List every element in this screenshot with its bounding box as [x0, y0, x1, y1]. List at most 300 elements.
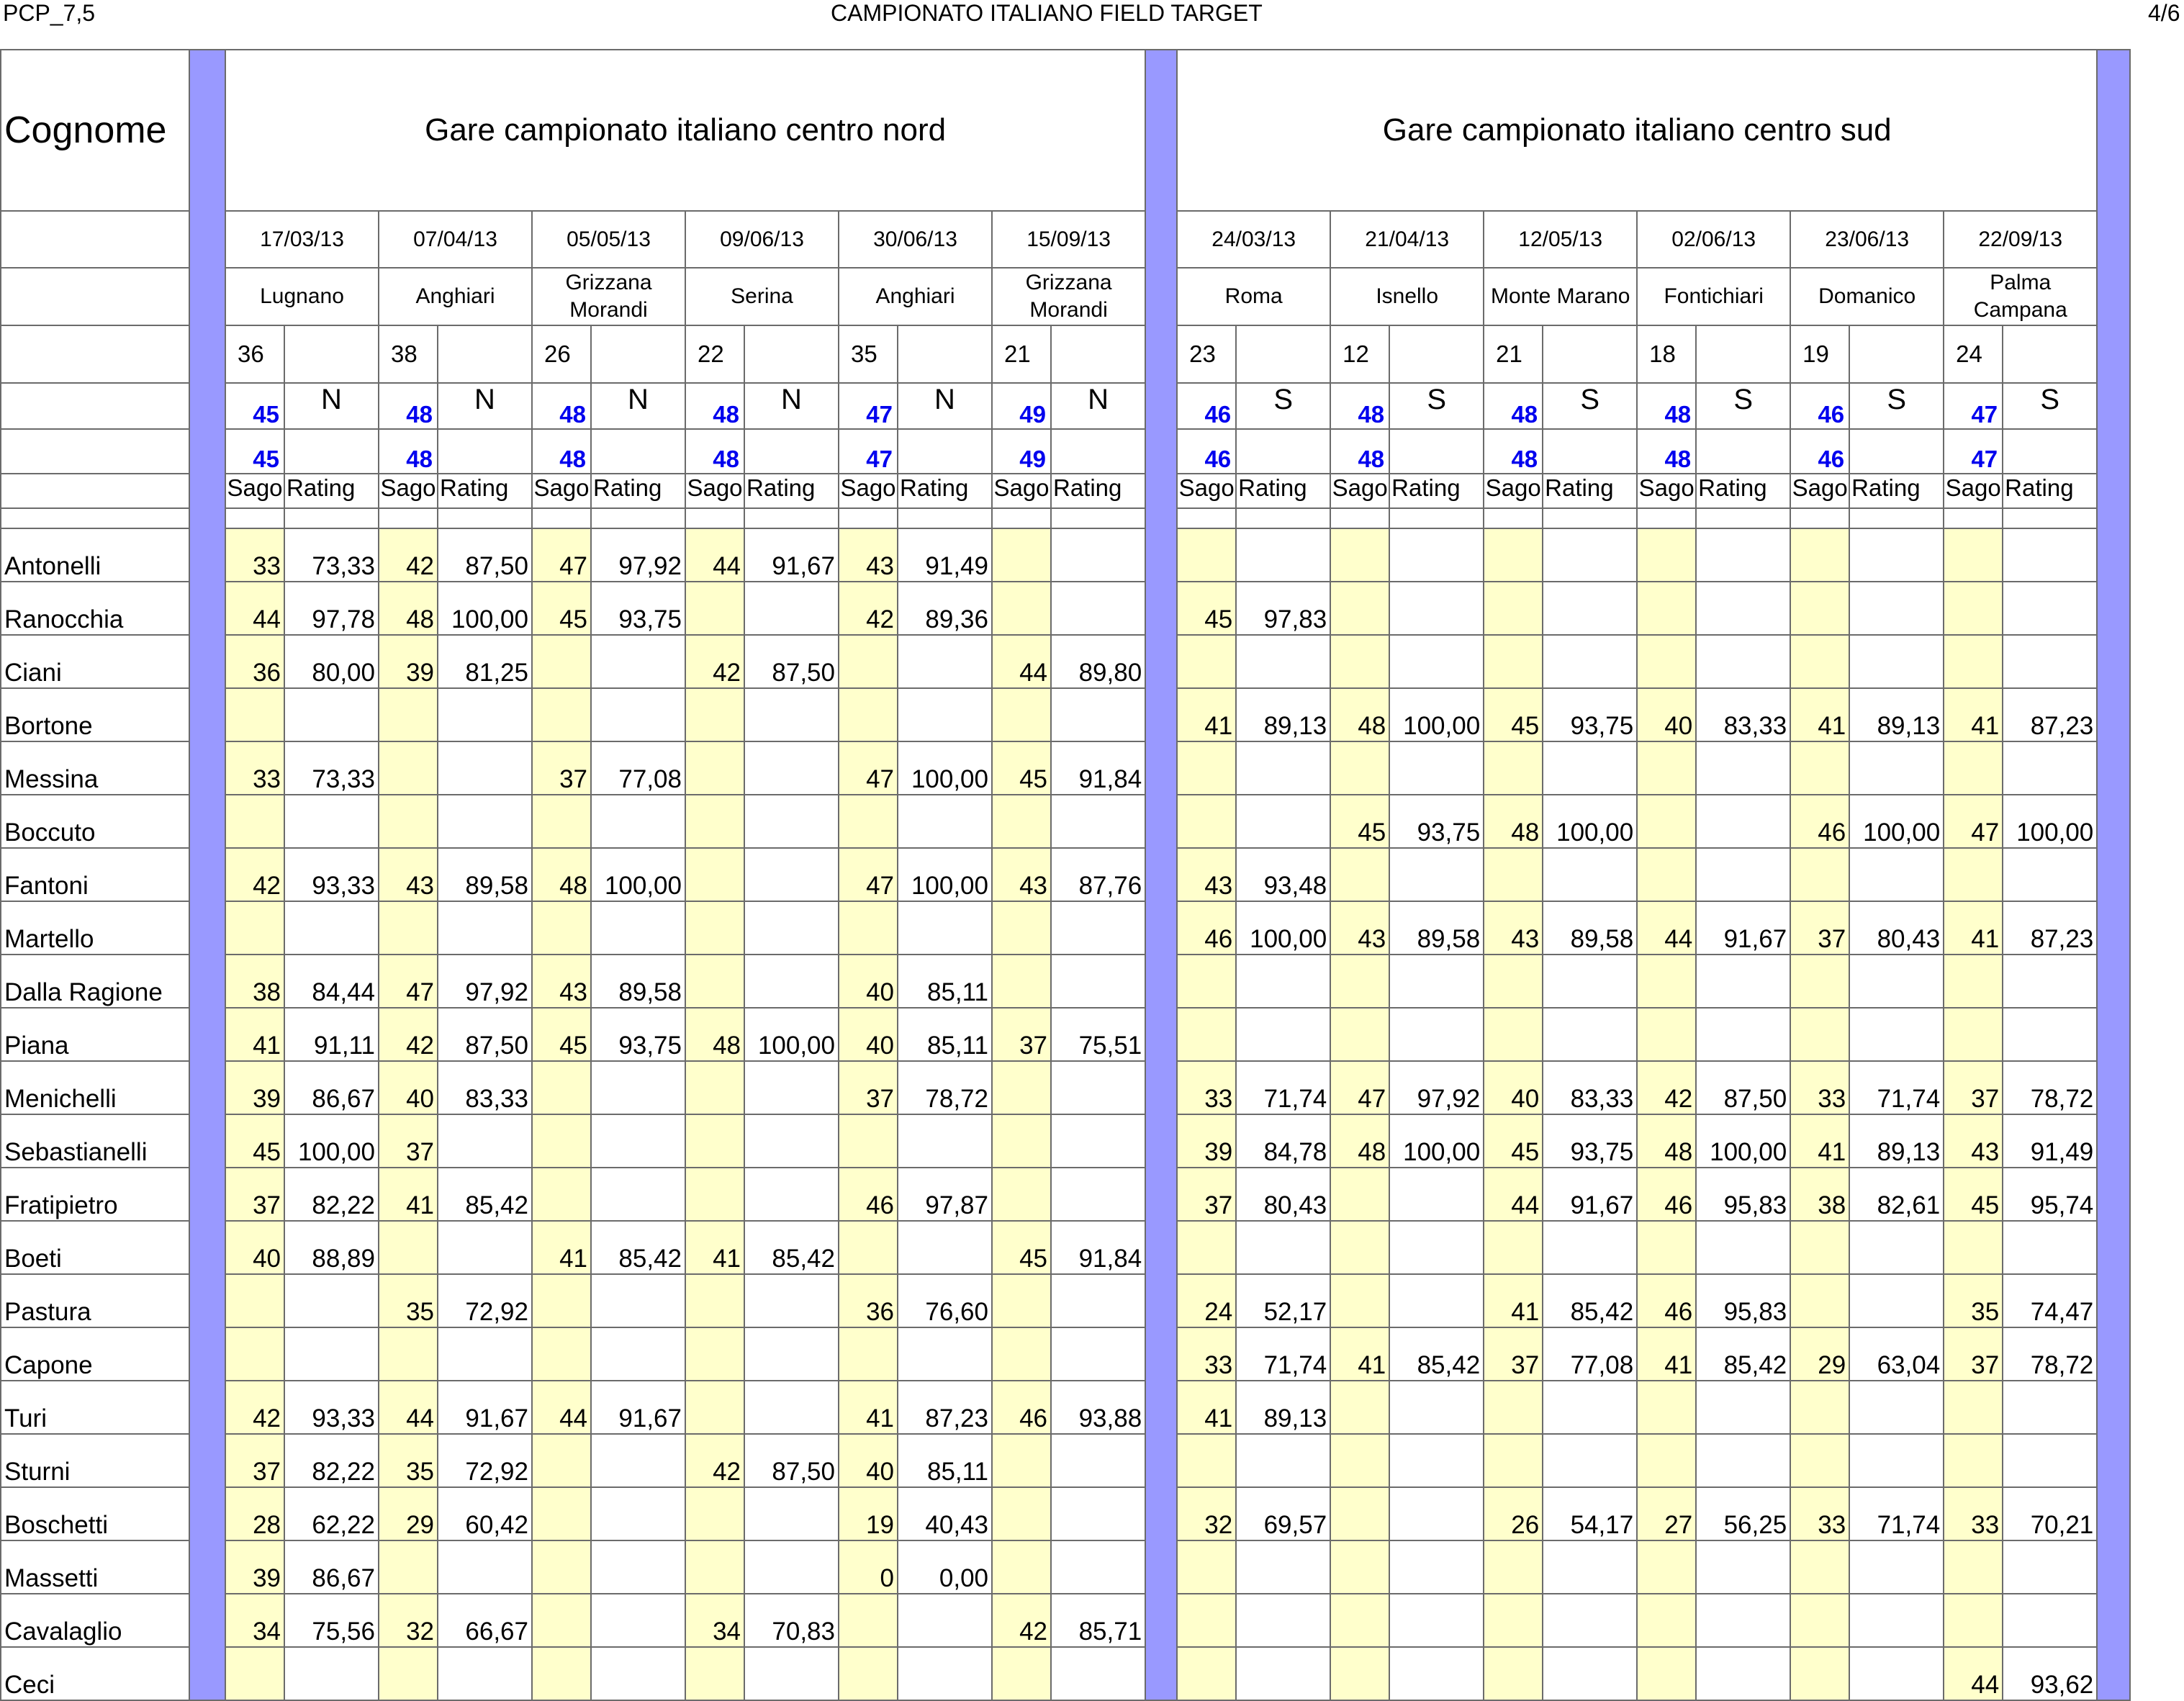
empty-cell	[591, 325, 685, 383]
rating-value	[1051, 1061, 1145, 1114]
sago-score	[992, 1647, 1051, 1700]
athlete-name: Ceci	[1, 1647, 189, 1700]
rating-value	[591, 1487, 685, 1540]
rating-value	[591, 1434, 685, 1487]
sago-score: 47	[1944, 795, 2003, 848]
empty-cell	[1790, 508, 1849, 528]
rating-value: 89,13	[1849, 1114, 1944, 1168]
sago-score	[379, 1647, 438, 1700]
rating-value	[284, 795, 379, 848]
results-table	[0, 49, 2131, 1701]
athlete-name: Piana	[1, 1008, 189, 1061]
sago-score	[532, 901, 591, 955]
event-zone: S	[1389, 383, 1484, 429]
rating-value	[1389, 1008, 1484, 1061]
rating-label: Rating	[1051, 474, 1145, 508]
rating-value	[1696, 1647, 1790, 1700]
rating-value	[1051, 1274, 1145, 1327]
sago-score	[1330, 528, 1389, 582]
sago-score	[1944, 955, 2003, 1008]
empty-cell	[1849, 429, 1944, 474]
rating-value	[1236, 1594, 1330, 1647]
sago-score	[1330, 1221, 1389, 1274]
sago-score	[1484, 1008, 1543, 1061]
empty-cell	[1051, 508, 1145, 528]
empty-cell	[1330, 508, 1389, 528]
sago-label: Sago	[225, 474, 284, 508]
rating-value	[1389, 582, 1484, 635]
sago-score	[532, 635, 591, 688]
sago-score	[225, 795, 284, 848]
sago-score	[1637, 1221, 1696, 1274]
sago-score	[1330, 635, 1389, 688]
rating-value: 86,67	[284, 1540, 379, 1594]
sago-score: 41	[1330, 1327, 1389, 1381]
empty-cell	[284, 508, 379, 528]
rating-value	[1696, 795, 1790, 848]
sago-score	[1177, 1647, 1236, 1700]
sago-score	[1330, 955, 1389, 1008]
sago-score: 33	[1177, 1061, 1236, 1114]
rating-value	[438, 688, 532, 741]
sago-score	[1330, 1647, 1389, 1700]
sago-score: 47	[379, 955, 438, 1008]
rating-value	[1236, 1647, 1330, 1700]
rating-value	[898, 901, 992, 955]
sago-score	[839, 1327, 898, 1381]
sago-score	[685, 1327, 744, 1381]
sago-score: 0	[839, 1540, 898, 1594]
sago-score: 38	[225, 955, 284, 1008]
rating-value	[1696, 741, 1790, 795]
rating-value: 76,60	[898, 1274, 992, 1327]
rating-value: 69,57	[1236, 1487, 1330, 1540]
sago-score	[1330, 848, 1389, 901]
event-place: Grizzana Morandi	[992, 268, 1145, 325]
rating-value	[1389, 1594, 1484, 1647]
nord-title: Gare campionato italiano centro nord	[225, 50, 1145, 211]
rating-value	[284, 901, 379, 955]
event-count: 35	[839, 325, 898, 383]
sago-score: 33	[1944, 1487, 2003, 1540]
empty-cell	[898, 508, 992, 528]
rating-value: 95,83	[1696, 1274, 1790, 1327]
sago-score: 41	[1944, 688, 2003, 741]
table-row	[1, 1381, 2130, 1434]
event-zone: S	[1543, 383, 1637, 429]
table-row	[1, 582, 2130, 635]
event-max: 48	[1484, 383, 1543, 429]
sago-label: Sago	[1177, 474, 1236, 508]
sago-score	[1637, 1381, 1696, 1434]
rating-value: 93,75	[591, 582, 685, 635]
rating-label: Rating	[744, 474, 839, 508]
rating-value	[1236, 741, 1330, 795]
rating-value	[1389, 1434, 1484, 1487]
sago-score	[1944, 635, 2003, 688]
rating-label: Rating	[1236, 474, 1330, 508]
sago-score: 43	[532, 955, 591, 1008]
sago-score	[1637, 635, 1696, 688]
rating-label: Rating	[2003, 474, 2097, 508]
event-date: 17/03/13	[225, 211, 379, 268]
sago-score	[1484, 635, 1543, 688]
sago-score	[225, 901, 284, 955]
rating-value	[438, 1327, 532, 1381]
separator-middle	[1145, 50, 1177, 1700]
sago-score: 43	[1177, 848, 1236, 901]
rating-value: 91,84	[1051, 1221, 1145, 1274]
rating-value: 85,42	[1543, 1274, 1637, 1327]
sago-label: Sago	[839, 474, 898, 508]
sago-score	[1177, 955, 1236, 1008]
rating-value	[744, 1381, 839, 1434]
event-zone: N	[1051, 383, 1145, 429]
sago-score	[992, 1327, 1051, 1381]
sago-score: 33	[1177, 1327, 1236, 1381]
rating-value	[1051, 688, 1145, 741]
sago-score	[1330, 1168, 1389, 1221]
rating-value	[1389, 635, 1484, 688]
sago-score: 32	[379, 1594, 438, 1647]
sago-score	[1484, 1434, 1543, 1487]
table-row	[1, 1647, 2130, 1700]
sago-score	[1484, 741, 1543, 795]
rating-value	[1696, 1540, 1790, 1594]
sago-score	[225, 1647, 284, 1700]
event-place: Roma	[1177, 268, 1330, 325]
sago-score: 45	[532, 1008, 591, 1061]
sago-score	[1944, 582, 2003, 635]
empty-cell	[1849, 325, 1944, 383]
rating-value: 91,84	[1051, 741, 1145, 795]
empty-name-cell	[1, 325, 189, 383]
sago-score: 45	[532, 582, 591, 635]
sago-score: 48	[685, 1008, 744, 1061]
rating-value	[438, 1114, 532, 1168]
rating-value	[1236, 955, 1330, 1008]
rating-value	[2003, 1434, 2097, 1487]
empty-cell	[1389, 429, 1484, 474]
rating-value: 93,75	[1543, 1114, 1637, 1168]
rating-value	[438, 741, 532, 795]
empty-cell	[1849, 508, 1944, 528]
sago-score: 35	[379, 1274, 438, 1327]
empty-cell	[1543, 325, 1637, 383]
event-count: 21	[992, 325, 1051, 383]
rating-value	[2003, 635, 2097, 688]
table-row	[1, 1221, 2130, 1274]
event-max-target: 48	[1637, 429, 1696, 474]
sago-score: 43	[1944, 1114, 2003, 1168]
sago-score	[1944, 1221, 2003, 1274]
rating-value	[1236, 1221, 1330, 1274]
athlete-name: Capone	[1, 1327, 189, 1381]
rating-value: 85,11	[898, 955, 992, 1008]
rating-value: 82,22	[284, 1434, 379, 1487]
event-count: 38	[379, 325, 438, 383]
rating-value: 87,76	[1051, 848, 1145, 901]
event-max: 48	[1637, 383, 1696, 429]
rating-label: Rating	[1389, 474, 1484, 508]
sago-score: 37	[1484, 1327, 1543, 1381]
rating-value	[1543, 1594, 1637, 1647]
empty-cell	[1051, 429, 1145, 474]
event-place: Grizzana Morandi	[532, 268, 685, 325]
sago-score	[1177, 1221, 1236, 1274]
sago-score	[1944, 1594, 2003, 1647]
empty-cell	[1637, 508, 1696, 528]
sago-score: 40	[379, 1061, 438, 1114]
sago-score: 42	[992, 1594, 1051, 1647]
sago-score	[992, 582, 1051, 635]
sago-score: 41	[532, 1221, 591, 1274]
sago-score: 40	[839, 1008, 898, 1061]
sago-score: 45	[992, 741, 1051, 795]
sago-score	[1944, 848, 2003, 901]
sago-score: 39	[379, 635, 438, 688]
event-count: 26	[532, 325, 591, 383]
event-place: Domanico	[1790, 268, 1944, 325]
rating-value	[1389, 1221, 1484, 1274]
rating-value: 91,67	[438, 1381, 532, 1434]
rating-value: 97,92	[591, 528, 685, 582]
rating-value: 87,50	[744, 635, 839, 688]
sago-score: 36	[839, 1274, 898, 1327]
sago-score	[379, 741, 438, 795]
rating-value	[1849, 1274, 1944, 1327]
rating-value	[744, 955, 839, 1008]
rating-value: 0,00	[898, 1540, 992, 1594]
event-count: 23	[1177, 325, 1236, 383]
empty-cell	[1236, 429, 1330, 474]
sago-score	[1637, 528, 1696, 582]
sago-label: Sago	[992, 474, 1051, 508]
rating-value	[1543, 1540, 1637, 1594]
event-max-target: 48	[379, 429, 438, 474]
athlete-name: Sturni	[1, 1434, 189, 1487]
rating-value: 60,42	[438, 1487, 532, 1540]
sago-score: 42	[225, 848, 284, 901]
empty-cell	[1389, 325, 1484, 383]
rating-value: 89,58	[591, 955, 685, 1008]
sago-score: 44	[1637, 901, 1696, 955]
sago-score	[1944, 1381, 2003, 1434]
sago-score: 44	[1484, 1168, 1543, 1221]
sago-score: 45	[1484, 688, 1543, 741]
sago-score	[1177, 1594, 1236, 1647]
sago-score: 45	[1330, 795, 1389, 848]
page-title: CAMPIONATO ITALIANO FIELD TARGET	[831, 0, 1263, 26]
rating-value	[1389, 528, 1484, 582]
sago-score	[379, 688, 438, 741]
rating-value	[1543, 1381, 1637, 1434]
empty-cell	[2003, 325, 2097, 383]
rating-value: 81,25	[438, 635, 532, 688]
rating-value	[1051, 1647, 1145, 1700]
rating-value	[2003, 1221, 2097, 1274]
rating-value: 97,83	[1236, 582, 1330, 635]
sago-score: 44	[992, 635, 1051, 688]
sago-score	[992, 1061, 1051, 1114]
rating-value	[1696, 1594, 1790, 1647]
event-max-target: 45	[225, 429, 284, 474]
sago-score: 41	[379, 1168, 438, 1221]
rating-value	[2003, 1008, 2097, 1061]
table-row	[1, 1008, 2130, 1061]
sago-score	[685, 1274, 744, 1327]
event-max: 46	[1790, 383, 1849, 429]
rating-value	[1051, 582, 1145, 635]
sago-score: 34	[225, 1594, 284, 1647]
empty-cell	[532, 508, 591, 528]
sago-score: 39	[1177, 1114, 1236, 1168]
empty-cell	[1051, 325, 1145, 383]
event-count: 12	[1330, 325, 1389, 383]
sago-score	[839, 635, 898, 688]
sago-score	[379, 901, 438, 955]
rating-value: 80,43	[1849, 901, 1944, 955]
sago-score: 43	[992, 848, 1051, 901]
sago-score	[1637, 795, 1696, 848]
sago-score: 42	[379, 528, 438, 582]
event-date: 12/05/13	[1484, 211, 1637, 268]
rating-value	[898, 1114, 992, 1168]
empty-cell	[2003, 508, 2097, 528]
rating-value	[591, 1540, 685, 1594]
empty-cell	[1543, 508, 1637, 528]
event-count: 22	[685, 325, 744, 383]
empty-name-cell	[1, 508, 189, 528]
rating-value: 82,22	[284, 1168, 379, 1221]
sago-score	[1330, 1008, 1389, 1061]
rating-value	[1849, 1540, 1944, 1594]
sago-score	[1330, 582, 1389, 635]
empty-cell	[1696, 508, 1790, 528]
sago-score	[1637, 1540, 1696, 1594]
sago-score: 37	[225, 1434, 284, 1487]
rating-value: 82,61	[1849, 1168, 1944, 1221]
sago-score	[685, 1061, 744, 1114]
event-max: 47	[1944, 383, 2003, 429]
rating-value	[1849, 1221, 1944, 1274]
rating-value: 100,00	[1696, 1114, 1790, 1168]
rating-value	[1051, 528, 1145, 582]
event-max: 45	[225, 383, 284, 429]
rating-value	[1051, 1114, 1145, 1168]
sago-score	[1177, 795, 1236, 848]
sago-score: 38	[1790, 1168, 1849, 1221]
sago-score: 41	[225, 1008, 284, 1061]
sago-label: Sago	[379, 474, 438, 508]
sago-score	[1484, 848, 1543, 901]
sago-score	[685, 582, 744, 635]
sago-score: 41	[1790, 1114, 1849, 1168]
sago-score	[1637, 848, 1696, 901]
rating-value	[898, 795, 992, 848]
rating-value	[1389, 1274, 1484, 1327]
sago-score	[1484, 1381, 1543, 1434]
sago-score: 44	[1944, 1647, 2003, 1700]
sago-score	[532, 1434, 591, 1487]
rating-value	[1696, 582, 1790, 635]
sago-score	[1637, 1008, 1696, 1061]
sago-score	[1637, 741, 1696, 795]
rating-value	[1543, 528, 1637, 582]
sago-score: 48	[1330, 1114, 1389, 1168]
event-max-target: 48	[532, 429, 591, 474]
rating-value	[898, 1327, 992, 1381]
rating-value	[1236, 795, 1330, 848]
event-date: 15/09/13	[992, 211, 1145, 268]
rating-value: 66,67	[438, 1594, 532, 1647]
sago-score	[1177, 741, 1236, 795]
empty-cell	[591, 508, 685, 528]
rating-value: 77,08	[591, 741, 685, 795]
rating-value: 91,11	[284, 1008, 379, 1061]
rating-value	[1543, 582, 1637, 635]
event-max-target: 47	[1944, 429, 2003, 474]
sago-score: 37	[992, 1008, 1051, 1061]
rating-value: 91,67	[1696, 901, 1790, 955]
sago-score	[839, 1114, 898, 1168]
sago-label: Sago	[532, 474, 591, 508]
sago-score: 41	[1484, 1274, 1543, 1327]
sago-score	[1177, 635, 1236, 688]
empty-cell	[898, 325, 992, 383]
event-count: 36	[225, 325, 284, 383]
rating-value: 52,17	[1236, 1274, 1330, 1327]
rating-value	[1543, 1008, 1637, 1061]
rating-value: 78,72	[2003, 1327, 2097, 1381]
event-place: Isnello	[1330, 268, 1484, 325]
table-row	[1, 1114, 2130, 1168]
sago-score: 28	[225, 1487, 284, 1540]
sago-score	[685, 795, 744, 848]
sago-score	[1177, 1434, 1236, 1487]
event-place: Fontichiari	[1637, 268, 1790, 325]
sago-label: Sago	[1790, 474, 1849, 508]
table-row	[1, 795, 2130, 848]
event-zone: N	[438, 383, 532, 429]
sago-score	[1484, 582, 1543, 635]
rating-value	[744, 1168, 839, 1221]
table-row	[1, 528, 2130, 582]
event-max-target: 48	[1484, 429, 1543, 474]
sago-score: 35	[379, 1434, 438, 1487]
empty-cell	[992, 508, 1051, 528]
event-place: Anghiari	[379, 268, 532, 325]
sago-score	[992, 901, 1051, 955]
rating-value: 87,23	[2003, 688, 2097, 741]
rating-value: 84,44	[284, 955, 379, 1008]
empty-cell	[744, 325, 839, 383]
sago-score: 37	[1177, 1168, 1236, 1221]
rating-value: 87,50	[744, 1434, 839, 1487]
rating-value	[1543, 1647, 1637, 1700]
sago-score: 39	[225, 1061, 284, 1114]
rating-value: 100,00	[1849, 795, 1944, 848]
rating-value: 97,92	[438, 955, 532, 1008]
sago-score	[839, 795, 898, 848]
sago-score: 47	[839, 848, 898, 901]
empty-cell	[284, 325, 379, 383]
sago-score	[685, 1487, 744, 1540]
rating-value	[1236, 1434, 1330, 1487]
rating-value	[591, 901, 685, 955]
rating-value	[1696, 1008, 1790, 1061]
empty-cell	[591, 429, 685, 474]
